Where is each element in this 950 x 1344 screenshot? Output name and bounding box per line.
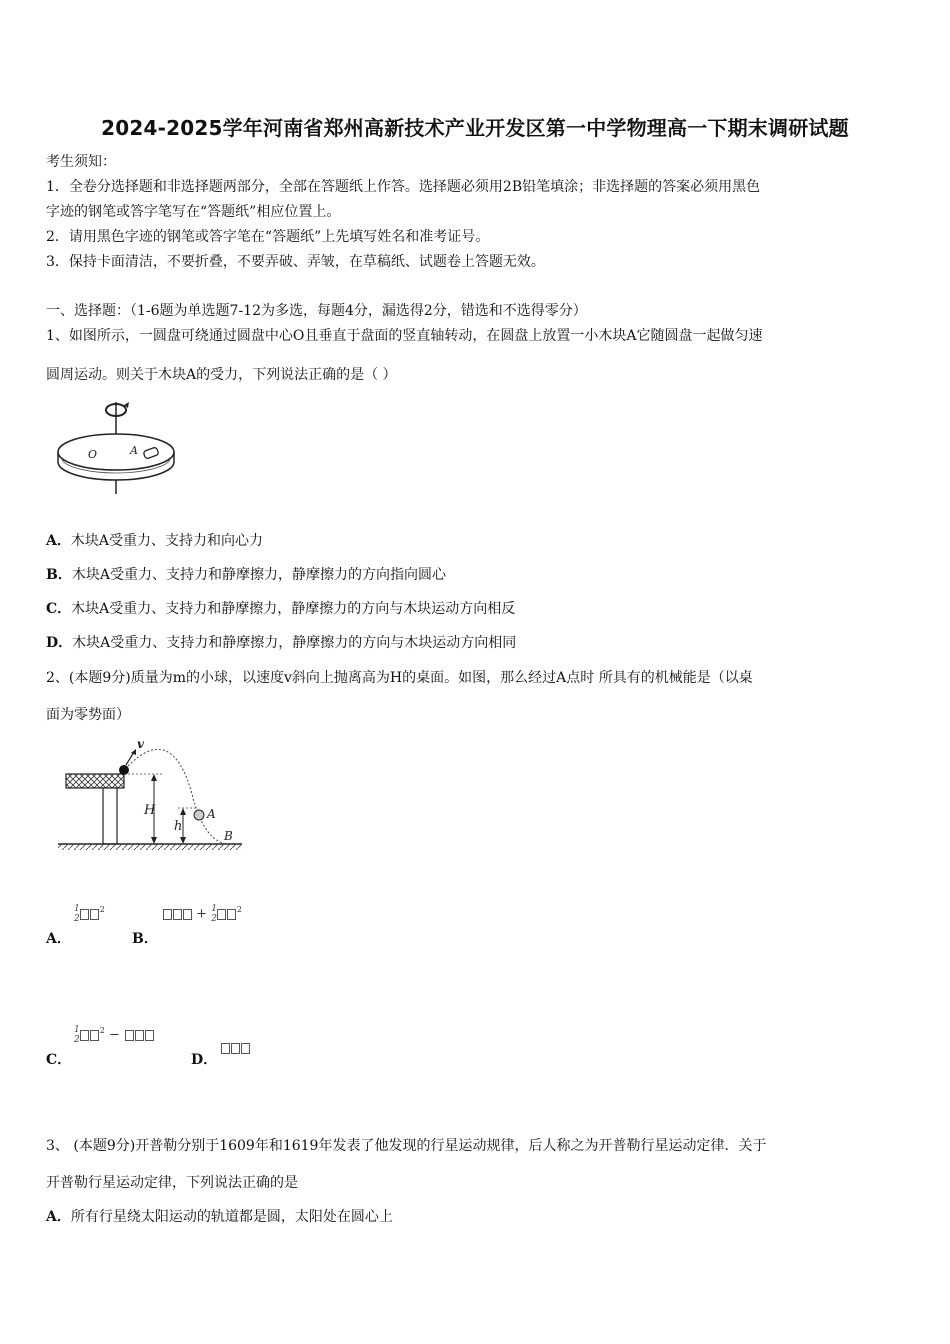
q2-label-A: A bbox=[207, 807, 216, 821]
q1-option-d-label: D． bbox=[46, 635, 73, 651]
q3-option-a[interactable] bbox=[46, 1208, 393, 1226]
q2-label-v: v bbox=[137, 737, 144, 751]
q2-label-h: h bbox=[174, 819, 183, 834]
q1-stem-line-1: 1、如图所示，一圆盘可绕通过圆盘中心O且垂直于盘面的竖直轴转动，在圆盘上放置一小木块A它随圆盘一起做匀速 bbox=[46, 328, 763, 344]
q2-c-exp: 2 bbox=[99, 1026, 105, 1036]
q2-c-half-num: 1 bbox=[74, 1025, 80, 1035]
q2-b-symbol-m bbox=[163, 909, 172, 920]
q2-option-a-label: A． bbox=[46, 931, 71, 947]
q1-option-c-text: 木块A受重力、支持力和静摩擦力，静摩擦力的方向与木块运动方向相反 bbox=[71, 601, 516, 617]
q2-a-symbol-v bbox=[90, 909, 99, 920]
q1-disc-figure bbox=[52, 396, 182, 498]
q2-c-symbol-m bbox=[80, 1030, 89, 1041]
notice-item-1-line-1: 1．全卷分选择题和非选择题两部分，全部在答题纸上作答。选择题必须用2B铅笔填涂；非选择题的答案必须用黑色 bbox=[46, 179, 761, 195]
q2-option-d-formula bbox=[220, 1041, 250, 1056]
q1-option-b-text: 木块A受重力、支持力和静摩擦力，静摩擦力的方向指向圆心 bbox=[71, 567, 446, 583]
q1-label-a: A bbox=[130, 444, 138, 457]
q2-label-H: H bbox=[144, 803, 156, 818]
q1-option-c-label: C． bbox=[46, 601, 72, 617]
q2-d-symbol-H bbox=[241, 1043, 250, 1054]
page-title: 2024-2025学年河南省郑州高新技术产业开发区第一中学物理高一下期末调研试题 bbox=[101, 116, 849, 140]
q1-option-b-label: B． bbox=[46, 567, 72, 583]
q2-c-symbol-g bbox=[135, 1030, 144, 1041]
q2-b-symbol-H bbox=[183, 909, 192, 920]
q2-c-minus: − bbox=[108, 1027, 120, 1043]
q1-option-b[interactable] bbox=[46, 566, 446, 584]
q2-d-symbol-m bbox=[221, 1043, 230, 1054]
q1-stem-line-2: 圆周运动。则关于木块A的受力，下列说法正确的是（ ） bbox=[46, 367, 397, 383]
q2-a-symbol-m bbox=[80, 909, 89, 920]
q1-option-d[interactable] bbox=[46, 634, 516, 652]
q2-b-exp: 2 bbox=[236, 905, 243, 915]
notice-item-3: 3．保持卡面清洁，不要折叠，不要弄破、弄皱，在草稿纸、试题卷上答题无效。 bbox=[46, 254, 545, 270]
q3-option-a-label: A． bbox=[46, 1209, 71, 1225]
q2-option-c[interactable] bbox=[46, 1051, 71, 1069]
q2-option-a[interactable] bbox=[46, 930, 71, 948]
q1-option-d-text: 木块A受重力、支持力和静摩擦力，静摩擦力的方向与木块运动方向相同 bbox=[72, 635, 517, 651]
q1-option-a[interactable] bbox=[46, 532, 263, 550]
q2-c-symbol-m2 bbox=[125, 1030, 134, 1041]
q2-a-half-den: 2 bbox=[74, 914, 80, 924]
q2-option-d[interactable] bbox=[191, 1051, 217, 1069]
q2-b-symbol-m2 bbox=[217, 909, 226, 920]
q2-projectile-figure bbox=[52, 734, 248, 856]
q3-stem-line-2: 开普勒行星运动定律，下列说法正确的是 bbox=[46, 1175, 298, 1191]
q3-option-a-text: 所有行星绕太阳运动的轨道都是圆，太阳处在圆心上 bbox=[70, 1209, 393, 1225]
q2-b-half-den: 2 bbox=[211, 914, 217, 924]
q2-b-plus: + bbox=[196, 906, 208, 922]
q2-c-symbol-h bbox=[145, 1030, 154, 1041]
q1-option-c[interactable] bbox=[46, 600, 515, 618]
notice-item-1-line-2: 字迹的钢笔或答字笔写在“答题纸”相应位置上。 bbox=[46, 204, 341, 220]
notice-heading: 考生须知： bbox=[46, 154, 116, 170]
q1-option-a-label: A． bbox=[46, 533, 71, 549]
notice-item-2: 2．请用黑色字迹的钢笔或答字笔在“答题纸”上先填写姓名和准考证号。 bbox=[46, 229, 490, 245]
q2-d-symbol-g bbox=[231, 1043, 240, 1054]
q2-option-b-formula bbox=[162, 904, 242, 924]
q2-b-half-num: 1 bbox=[211, 904, 217, 914]
q2-a-half-num: 1 bbox=[74, 904, 80, 914]
q2-option-c-formula bbox=[74, 1025, 154, 1045]
q2-b-symbol-g bbox=[173, 909, 182, 920]
q1-label-o: O bbox=[88, 448, 98, 461]
q2-stem-line-2: 面为零势面） bbox=[46, 707, 130, 723]
q2-option-b-label: B． bbox=[132, 931, 158, 947]
q1-option-a-text: 木块A受重力、支持力和向心力 bbox=[70, 533, 263, 549]
q2-b-symbol-v bbox=[227, 909, 236, 920]
q2-stem-line-1: 2、(本题9分)质量为m的小球，以速度v斜向上抛离高为H的桌面。如图，那么经过A点时 所具有的机械能是（以桌 bbox=[46, 670, 753, 686]
q2-option-b[interactable] bbox=[132, 930, 158, 948]
q2-label-B: B bbox=[224, 829, 233, 843]
q2-option-c-label: C． bbox=[46, 1052, 72, 1068]
section-heading: 一、选择题：（1-6题为单选题7-12为多选，每题4分，漏选得2分，错选和不选得零分） bbox=[46, 303, 587, 319]
q2-c-half-den: 2 bbox=[74, 1035, 80, 1045]
q2-c-symbol-v bbox=[90, 1030, 99, 1041]
q3-stem-line-1: 3、 (本题9分)开普勒分别于1609年和1619年发表了他发现的行星运动规律，后人称之为开普勒行星运动定律．关于 bbox=[46, 1138, 767, 1154]
q2-a-exp: 2 bbox=[99, 905, 105, 915]
q2-option-a-formula bbox=[74, 904, 105, 924]
q2-option-d-label: D． bbox=[191, 1052, 218, 1068]
